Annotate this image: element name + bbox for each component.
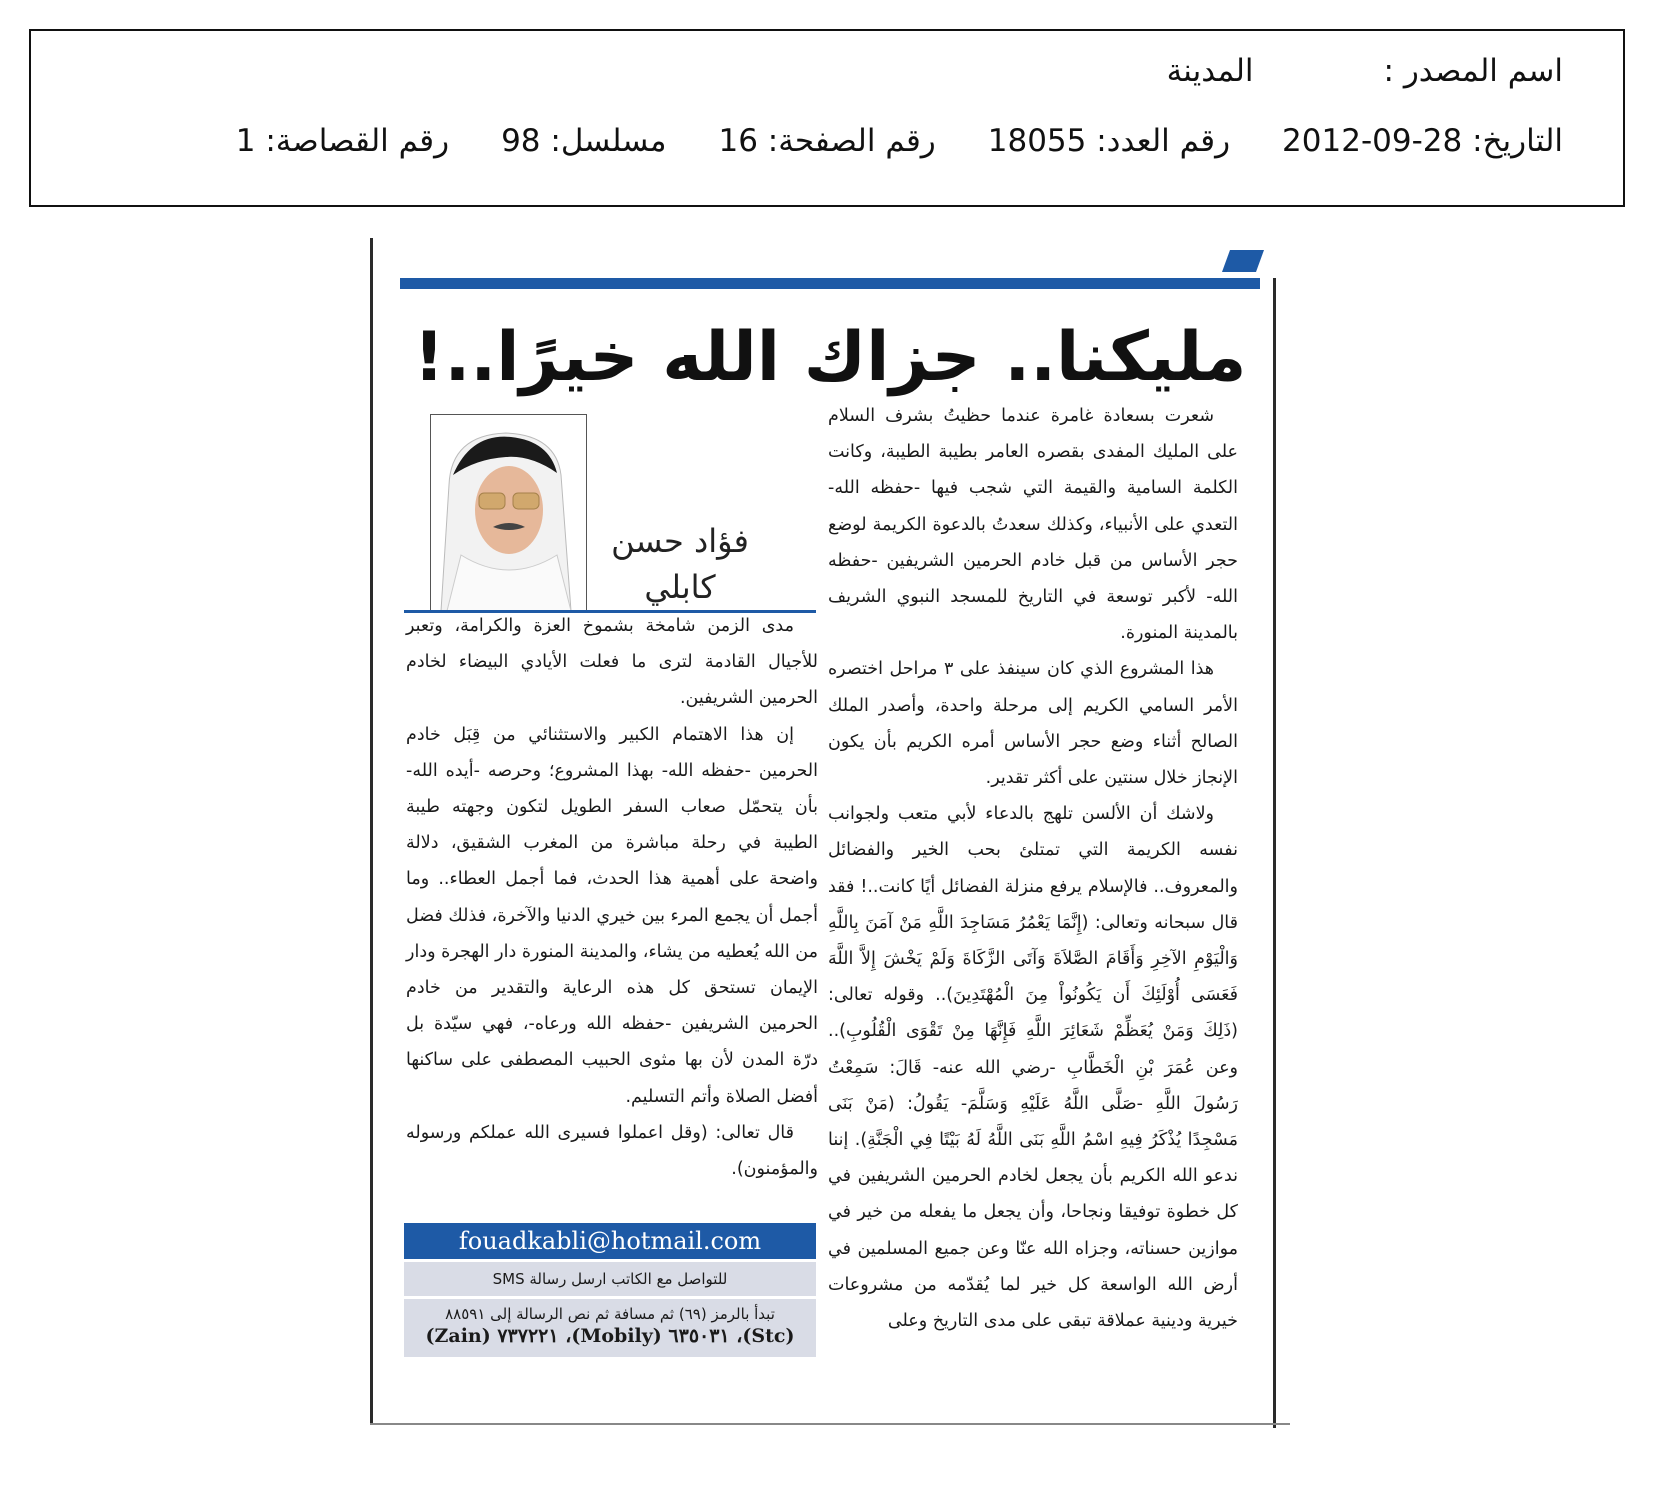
source-label: اسم المصدر :	[1383, 53, 1563, 89]
clip-number-field: رقم القصاصة: 1	[235, 123, 450, 159]
sms-carriers: (Stc)، ٦٣٥٠٣١ (Mobily)، ٧٣٧٢٢١ (Zain)	[425, 1325, 795, 1347]
corner-mark-icon	[1222, 250, 1264, 272]
paragraph: ولاشك أن الألسن تلهج بالدعاء لأبي متعب ولجوانب نفسه الكريمة التي تمتلئ بحب الخير والفضائل والمعروف.. فالإسلام يرفع منزلة الفضائل أيًا كانت..! فقد قال سبحانه وتعالى: (إِنَّمَا يَعْمُرُ مَسَاجِدَ اللَّهِ مَنْ آمَنَ بِاللَّهِ وَالْيَوْمِ الآخِرِ وَأَقَامَ الصَّلاَةَ وَآتَى الزَّكَاةَ وَلَمْ يَخْشَ إِلاَّ اللَّهَ فَعَسَى أُوْلَئِكَ أَن يَكُونُواْ مِنَ الْمُهْتَدِينَ).. وقوله تعالى: (ذَلِكَ وَمَنْ يُعَظِّمْ شَعَائِرَ اللَّهِ فَإِنَّهَا مِنْ تَقْوَى الْقُلُوبِ).. وعن عُمَرَ بْنِ الْخَطَّابِ -رضي الله عنه- قَالَ: سَمِعْتُ رَسُولَ اللَّهِ -صَلَّى اللَّهُ عَلَيْهِ وَسَلَّمَ- يَقُولُ: (مَنْ بَنَى مَسْجِدًا يُذْكَرُ فِيهِ اسْمُ اللَّهِ بَنَى اللَّهُ لَهُ بَيْتًا فِي الْجَنَّةِ). إننا ندعو الله الكريم بأن يجعل لخادم الحرمين الشريفين في كل خطوة توفيقا ونجاحا، وأن يجعل ما يفعله من خير في موازين حسناته، وجزاه الله عنّا وعن جميع المسلمين في أرض الله الواسعة كل خير لما يُقدّمه من مشروعات خيرية ودينية عملاقة تبقى على مدى التاريخ وعلى	[828, 804, 1238, 1332]
author-contact-box	[404, 1223, 816, 1353]
right-column-rule	[1273, 278, 1276, 1428]
author-photo	[430, 414, 587, 612]
article-headline: مليكنا.. جزاك الله خيرًا..!	[413, 318, 1247, 397]
article-column-left	[406, 608, 818, 1187]
newspaper-clipping	[370, 238, 1290, 1428]
details-row	[236, 123, 1563, 159]
author-name	[580, 518, 780, 610]
header-accent-bar	[400, 278, 1260, 289]
sms-instructions: تبدأ بالرمز (٦٩) ثم مسافة ثم نص الرسالة إلى ٨٨٥٩١	[445, 1305, 775, 1323]
issue-field: رقم العدد: 18055	[987, 123, 1231, 159]
article-column-right	[828, 398, 1238, 1339]
paragraph: شعرت بسعادة غامرة عندما حظيتُ بشرف السلام على المليك المفدى بقصره العامر بطيبة الطيبة، وكانت الكلمة السامية والقيمة التي شجب فيها -حفظه الله- التعدي على الأنبياء، وكذلك سعدتُ بالدعوة الكريمة لوضع حجر الأساس من قبل خادم الحرمين الشريفين -حفظه الله- لأكبر توسعة في التاريخ للمسجد النبوي الشريف بالمدينة المنورة.	[828, 406, 1238, 644]
page-field: رقم الصفحة: 16	[718, 123, 936, 159]
serial-field: مسلسل: 98	[501, 123, 667, 159]
left-column-rule	[370, 238, 373, 1423]
sms-label: للتواصل مع الكاتب ارسل رسالة SMS	[404, 1262, 816, 1296]
clipping-info-box	[29, 29, 1625, 207]
paragraph: هذا المشروع الذي كان سينفذ على ٣ مراحل اختصره الأمر السامي الكريم إلى مرحلة واحدة، وأصدر الملك الصالح أثناء وضع حجر الأساس أمره الكريم بأن يكون الإنجاز خلال سنتين على أكثر تقدير.	[828, 659, 1238, 789]
author-last-name: كابلي	[644, 568, 716, 606]
paragraph: مدى الزمن شامخة بشموخ العزة والكرامة، وتعبر للأجيال القادمة لترى ما فعلت الأيادي البيضاء لخادم الحرمين الشريفين.	[406, 616, 818, 709]
paragraph: قال تعالى: (وقل اعملوا فسيرى الله عملكم ورسوله والمؤمنون).	[406, 1122, 818, 1180]
source-row	[1167, 53, 1563, 89]
date-field: التاريخ: 28-09-2012	[1282, 123, 1563, 159]
author-email[interactable]: fouadkabli@hotmail.com	[404, 1223, 816, 1259]
paragraph: إن هذا الاهتمام الكبير والاستثنائي من قِبَل خادم الحرمين -حفظه الله- بهذا المشروع؛ وحرصه -أيده الله- بأن يتحمّل صعاب السفر الطويل لتكون وجهته طيبة الطيبة في رحلة مباشرة من المغرب الشقيق، دلالة واضحة على أهمية هذا الحدث، فما أجمل العطاء.. وما أجمل أن يجمع المرء بين خيري الدنيا والآخرة، فذلك فضل من الله يُعطيه من يشاء، والمدينة المنورة دار الهجرة ودار الإيمان تستحق كل هذه الرعاية والتقدير من خادم الحرمين الشريفين -حفظه الله ورعاه-، فهي سيّدة بل درّة المدن لأن بها مثوى الحبيب المصطفى على ساكنها أفضل الصلاة وأتم التسليم.	[406, 724, 818, 1107]
bottom-divider	[370, 1423, 1290, 1425]
author-first-name: فؤاد حسن	[611, 522, 749, 560]
sms-details	[404, 1299, 816, 1357]
source-value: المدينة	[1166, 53, 1254, 89]
author-portrait-icon	[431, 415, 586, 611]
